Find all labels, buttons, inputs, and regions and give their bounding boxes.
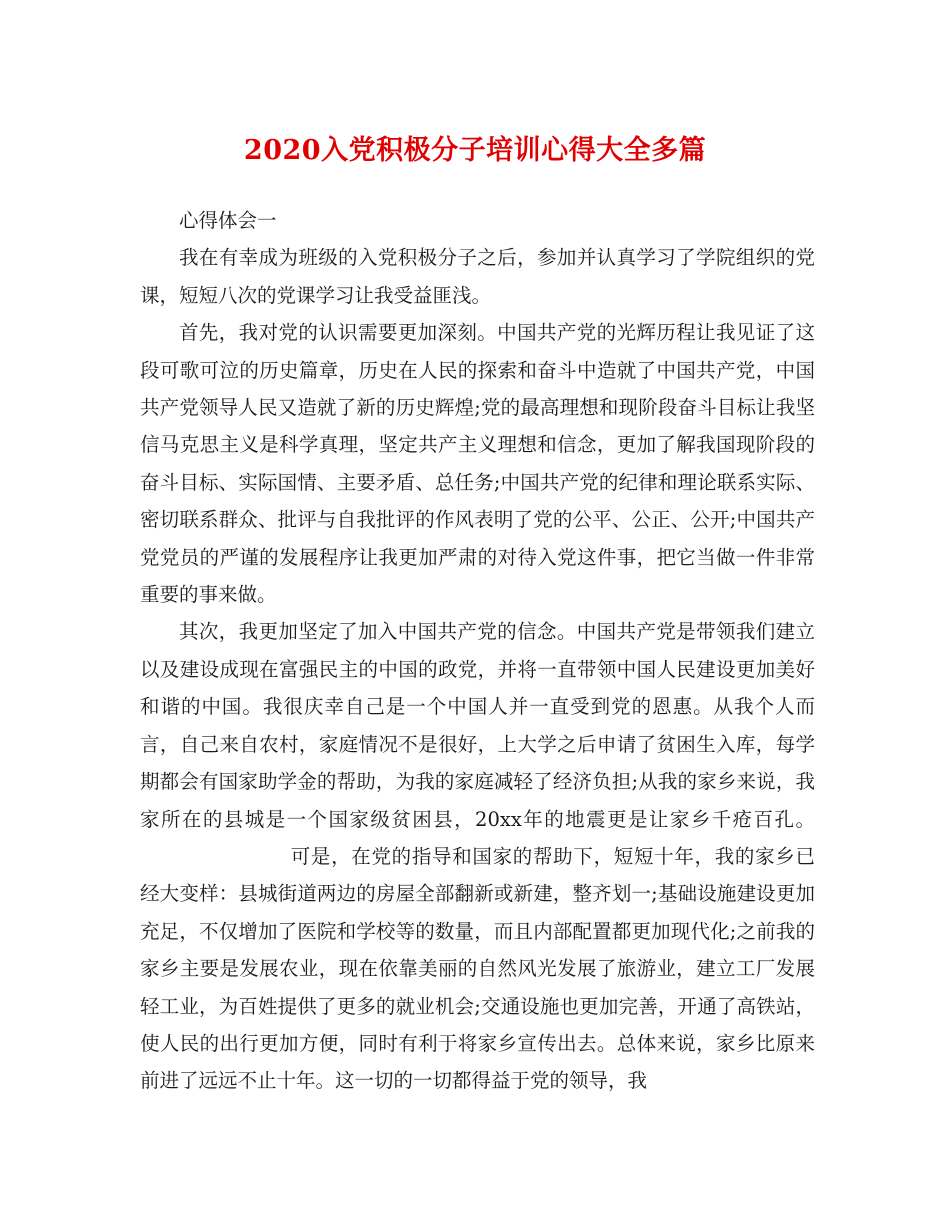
paragraph-1: 我在有幸成为班级的入党积极分子之后，参加并认真学习了学院组织的党课，短短八次的党课学习让我受益匪浅。: [140, 246, 815, 307]
document-body: [140, 202, 815, 1100]
section-heading: 心得体会一: [179, 209, 277, 232]
paragraph-3: [140, 613, 815, 1099]
paragraph-3-part-2: 可是，在党的指导和国家的帮助下，短短十年，我的家乡已经大变样：县城街道两边的房屋全部翻新或新建，整齐划一;基础设施建设更加充足，不仅增加了医院和学校等的数量，而且内部配置都更加现代化;之前我的家乡主要是发展农业，现在依靠美丽的自然风光发展了旅游业，建立工厂发展轻工业，为百姓提供了更多的就业机会;交通设施也更加完善，开通了高铁站，使人民的出行更加方便，同时有利于将家乡宣传出去。总体来说，家乡比原来前进了远远不止十年。这一切的一切都得益于党的领导，我: [140, 844, 815, 1093]
paragraph-2: 首先，我对党的认识需要更加深刻。中国共产党的光辉历程让我见证了这段可歌可泣的历史篇章，历史在人民的探索和奋斗中造就了中国共产党，中国共产党领导人民又造就了新的历史辉煌;党的最高理想和现阶段奋斗目标让我坚信马克思主义是科学真理，坚定共产主义理想和信念，更加了解我国现阶段的奋斗目标、实际国情、主要矛盾、总任务;中国共产党的纪律和理论联系实际、密切联系群众、批评与自我批评的作风表明了党的公平、公正、公开;中国共产党党员的严谨的发展程序让我更加严肃的对待入党这件事，把它当做一件非常重要的事来做。: [140, 321, 815, 607]
document-title: 2020入党积极分子培训心得大全多篇: [243, 135, 707, 166]
paragraph-3-part-1: 其次，我更加坚定了加入中国共产党的信念。中国共产党是带领我们建立以及建设成现在富强民主的中国的政党，并将一直带领中国人民建设更加美好和谐的中国。我很庆幸自己是一个中国人并一直受到党的恩惠。从我个人而言，自己来自农村，家庭情况不是很好，上大学之后申请了贫困生入库，每学期都会有国家助学金的帮助，为我的家庭减轻了经济负担;从我的家乡来说，我家所在的县城是一个国家级贫困县，20xx年的地震更是让家乡千疮百孔。: [140, 620, 815, 831]
